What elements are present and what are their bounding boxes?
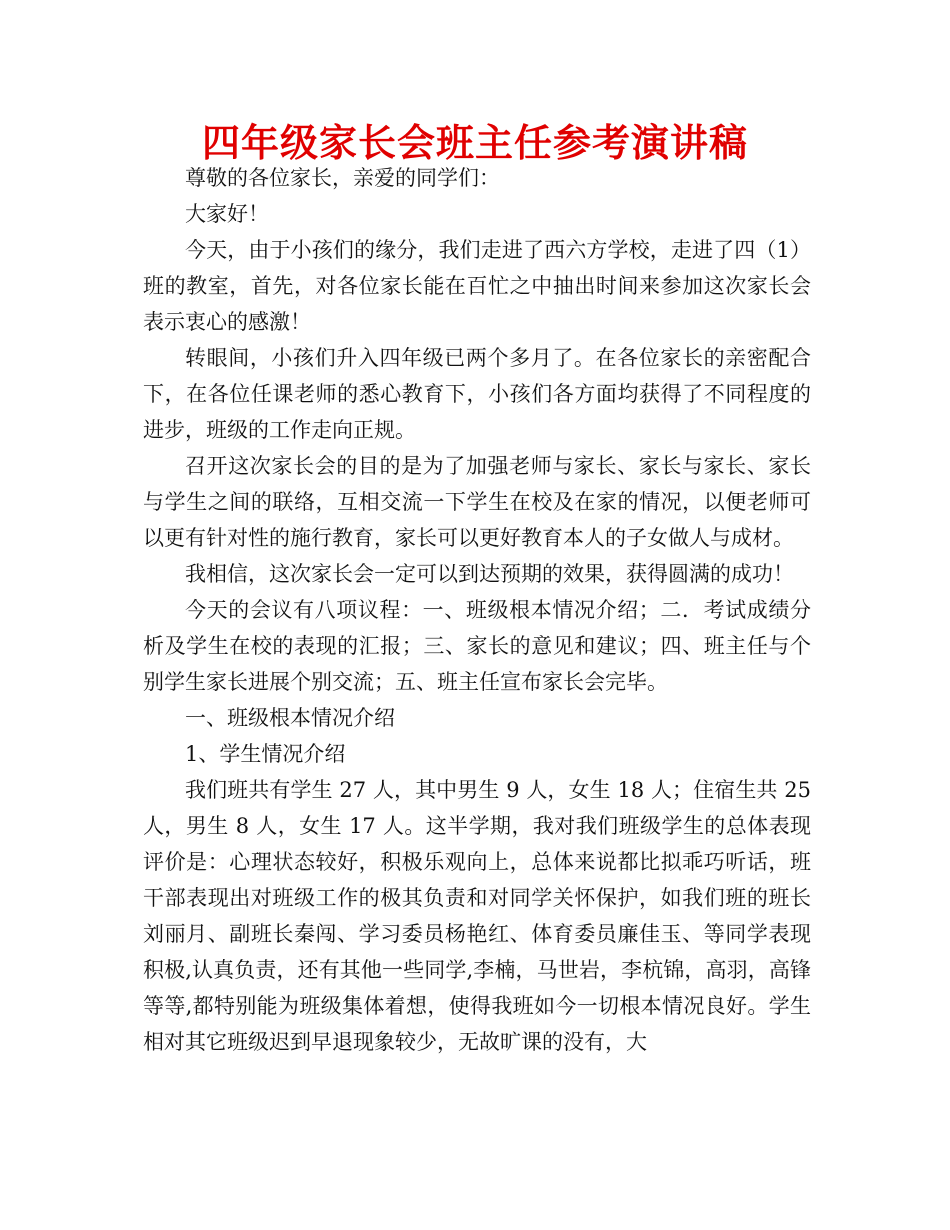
paragraph-class-overview: 我们班共有学生 27 人，其中男生 9 人，女生 18 人；住宿生共 25 人，男生 8 人，女生 17 人。这半学期，我对我们班级学生的总体表现评价是：心理状态较好，积极乐观向上，总体来说都比拟乖巧听话，班干部表现出对班级工作的极其负责和对同学关怀保护，如我们班的班长刘丽月、副班长秦闯、学习委员杨艳红、体育委员廉佳玉、等同学表现积极,认真负责，还有其他一些同学,李楠，马世岩，李杭锦，高羽，高锋等等,都特别能为班级集体着想，使得我班如今一切根本情况良好。学生相对其它班级迟到早退现象较少，无故旷课的没有，大: [143, 778, 811, 1054]
document-body: [143, 160, 811, 1060]
paragraph-agenda: 今天的会议有八项议程：一、班级根本情况介绍；二．考试成绩分析及学生在校的表现的汇报；三、家长的意见和建议；四、班主任与个别学生家长进展个别交流；五、班主任宣布家长会完毕。: [143, 598, 811, 694]
document-title: 四年级家长会班主任参考演讲稿: [201, 121, 748, 165]
paragraph-purpose: 召开这次家长会的目的是为了加强老师与家长、家长与家长、家长与学生之间的联络，互相交流一下学生在校及在家的情况，以便老师可以更有针对性的施行教育，家长可以更好教育本人的子女做人与成材。: [143, 454, 811, 550]
paragraph-salutation: 尊敬的各位家长，亲爱的同学们：: [185, 166, 500, 190]
paragraph-welcome: 今天，由于小孩们的缘分，我们走进了西六方学校，走进了四（1）班的教室，首先，对各位家长能在百忙之中抽出时间来参加这次家长会表示衷心的感激！: [143, 238, 811, 334]
paragraph-confidence: 我相信，这次家长会一定可以到达预期的效果，获得圆满的成功！: [185, 562, 794, 586]
paragraph-greeting: 大家好！: [185, 202, 269, 226]
paragraph-progress: 转眼间，小孩们升入四年级已两个多月了。在各位家长的亲密配合下，在各位任课老师的悉心教育下，小孩们各方面均获得了不同程度的进步，班级的工作走向正规。: [143, 346, 811, 442]
subsection-heading: 1、学生情况介绍: [185, 742, 346, 766]
section-heading: 一、班级根本情况介绍: [185, 706, 395, 730]
